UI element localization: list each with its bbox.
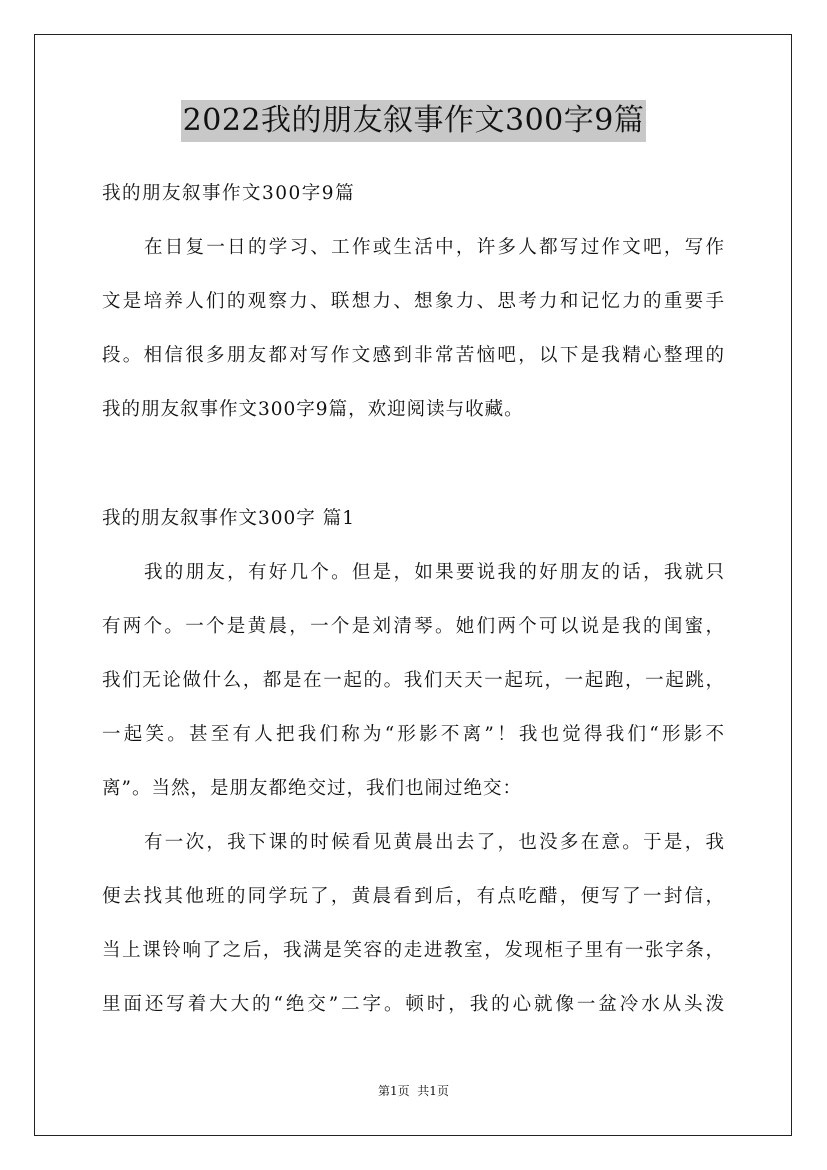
paragraph-line: 一起笑。甚至有人把我们称为“形影不离”！我也觉得我们“形影不 <box>102 724 724 745</box>
intro-line: 文是培养人们的观察力、联想力、想象力、思考力和记忆力的重要手 <box>102 291 724 312</box>
paragraph-line: 有两个。一个是黄晨，一个是刘清琴。她们两个可以说是我的闺蜜， <box>102 616 724 637</box>
paragraph-line: 里面还写着大大的“绝交”二字。顿时，我的心就像一盆冷水从头泼 <box>102 994 724 1015</box>
paragraph-line: 有一次，我下课的时候看见黄晨出去了，也没多在意。于是，我 <box>144 832 724 853</box>
paragraph-line: 我的朋友，有好几个。但是，如果要说我的好朋友的话，我就只 <box>144 562 724 583</box>
section-heading: 我的朋友叙事作文300字 篇1 <box>102 508 355 529</box>
intro-line: 在日复一日的学习、工作或生活中，许多人都写过作文吧，写作 <box>144 237 724 258</box>
paragraph-line: 我们无论做什么，都是在一起的。我们天天一起玩，一起跑，一起跳， <box>102 670 724 691</box>
document-title: 2022我的朋友叙事作文300字9篇 <box>181 100 647 142</box>
document-subtitle: 我的朋友叙事作文300字9篇 <box>102 183 356 204</box>
paragraph-line: 便去找其他班的同学玩了，黄晨看到后，有点吃醋，便写了一封信， <box>102 886 724 907</box>
intro-line: 段。相信很多朋友都对写作文感到非常苦恼吧，以下是我精心整理的 <box>102 345 724 366</box>
paragraph-line: 离”。当然，是朋友都绝交过，我们也闹过绝交： <box>102 778 522 799</box>
paragraph-line: 当上课铃响了之后，我满是笑容的走进教室，发现柜子里有一张字条， <box>102 940 724 961</box>
title-container <box>0 100 827 142</box>
page-footer: 第1页 共1页 <box>378 1084 449 1098</box>
intro-line: 我的朋友叙事作文300字9篇，欢迎阅读与收藏。 <box>102 399 524 420</box>
